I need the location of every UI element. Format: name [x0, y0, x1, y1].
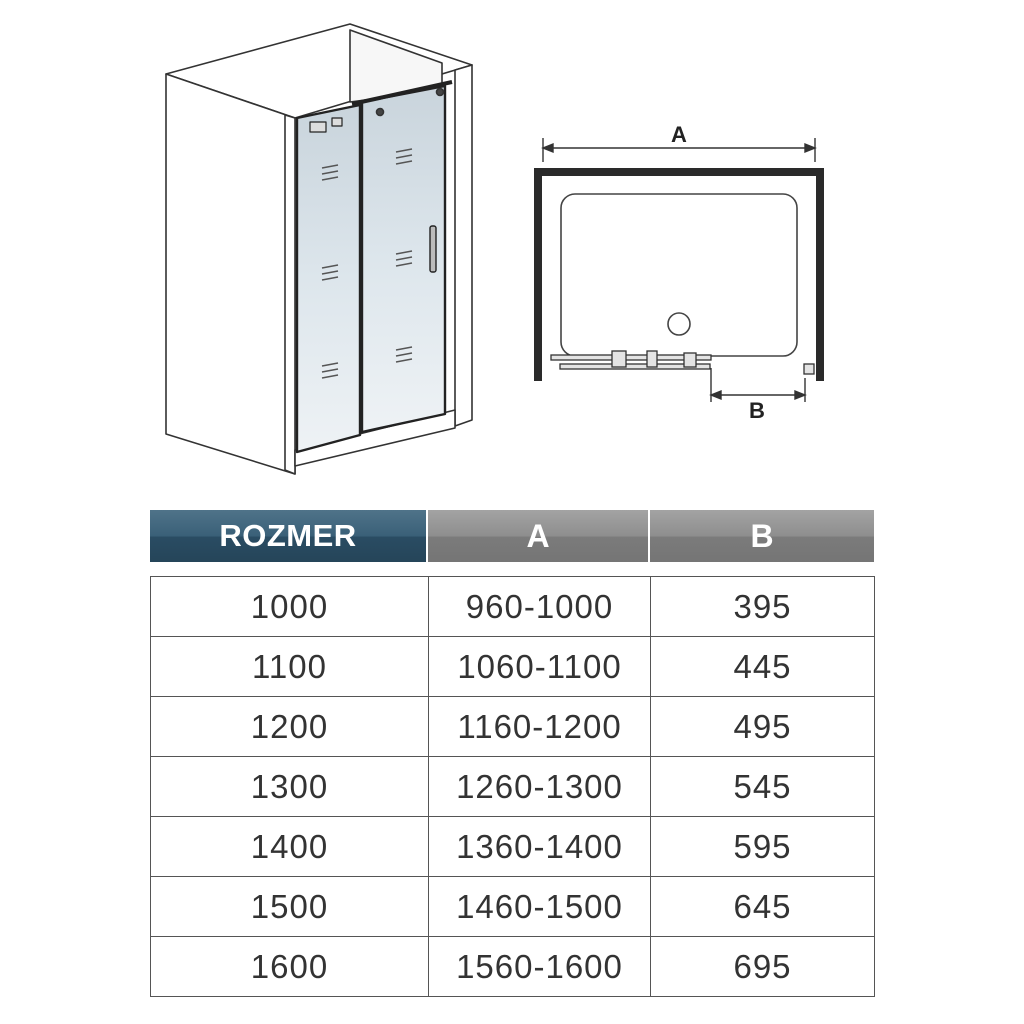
cell-rozmer: 1300: [151, 757, 429, 817]
clip: [332, 118, 342, 126]
cell-rozmer: 1500: [151, 877, 429, 937]
cell-a: 1460-1500: [429, 877, 651, 937]
header-rozmer: ROZMER: [150, 510, 428, 562]
plan-view: [534, 122, 824, 423]
cell-a: 1260-1300: [429, 757, 651, 817]
table-header: [150, 510, 874, 562]
cell-b: 595: [651, 817, 875, 877]
shower-illustration: [0, 0, 1024, 500]
table-row: [151, 817, 875, 877]
header-a: A: [428, 510, 650, 562]
roller-right: [437, 89, 444, 96]
table-row: [151, 757, 875, 817]
roller-left: [377, 109, 384, 116]
cell-b: 645: [651, 877, 875, 937]
table-row: [151, 637, 875, 697]
left-wall: [166, 74, 295, 474]
cell-rozmer: 1600: [151, 937, 429, 997]
header-b: B: [650, 510, 874, 562]
cell-a: 1360-1400: [429, 817, 651, 877]
stopper: [310, 122, 326, 132]
dimension-a-label: A: [671, 122, 687, 147]
spec-table: [150, 576, 875, 997]
cell-a: 1060-1100: [429, 637, 651, 697]
right-wall-edge: [455, 65, 472, 426]
cell-rozmer: 1000: [151, 577, 429, 637]
door-handle: [430, 226, 436, 272]
table-row: [151, 937, 875, 997]
cell-b: 545: [651, 757, 875, 817]
cell-a: 1560-1600: [429, 937, 651, 997]
cell-b: 445: [651, 637, 875, 697]
table-row: [151, 877, 875, 937]
dimension-b-label: B: [749, 398, 765, 423]
dimension-b: [711, 368, 805, 402]
cell-b: 495: [651, 697, 875, 757]
cell-rozmer: 1400: [151, 817, 429, 877]
left-wall-edge: [285, 115, 295, 474]
cell-rozmer: 1100: [151, 637, 429, 697]
cell-b: 695: [651, 937, 875, 997]
shower-enclosure-3d: [166, 24, 472, 474]
cell-rozmer: 1200: [151, 697, 429, 757]
drain: [668, 313, 690, 335]
cell-a: 960-1000: [429, 577, 651, 637]
table-row: [151, 577, 875, 637]
table-row: [151, 697, 875, 757]
cell-a: 1160-1200: [429, 697, 651, 757]
cell-b: 395: [651, 577, 875, 637]
